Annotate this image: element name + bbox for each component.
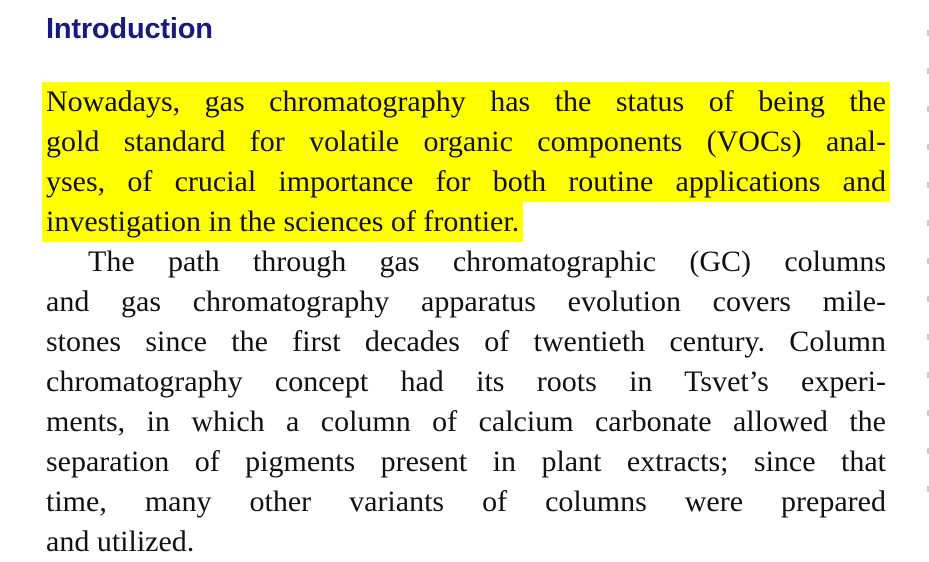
highlighted-line: gold standard for volatile organic components (VOCs) anal- [42,122,890,162]
paragraph-line: ments, in which a column of calcium carbonate allowed the [46,405,886,438]
highlighted-line: investigation in the sciences of frontier. [42,202,523,242]
text-body [46,82,886,562]
page-edge-marks [925,30,929,550]
paragraph-line: and gas chromatography apparatus evolution covers mile- [46,285,886,318]
section-heading: Introduction [46,13,213,45]
highlighted-line: yses, of crucial importance for both routine applications and [42,162,890,202]
document-page [46,10,886,562]
paragraph-line: chromatography concept had its roots in Tsvet’s experi- [46,365,886,398]
paragraph-line: time, many other variants of columns were prepared [46,485,886,518]
body-paragraph [46,242,886,562]
paragraph-line: separation of pigments present in plant extracts; since that [46,445,886,478]
highlighted-paragraph [46,82,886,242]
paragraph-line: and utilized. [46,525,195,558]
paragraph-line: The path through gas chromatographic (GC) columns [88,245,886,278]
highlighted-line: Nowadays, gas chromatography has the status of being the [42,82,890,122]
paragraph-line: stones since the first decades of twentieth century. Column [46,325,886,358]
